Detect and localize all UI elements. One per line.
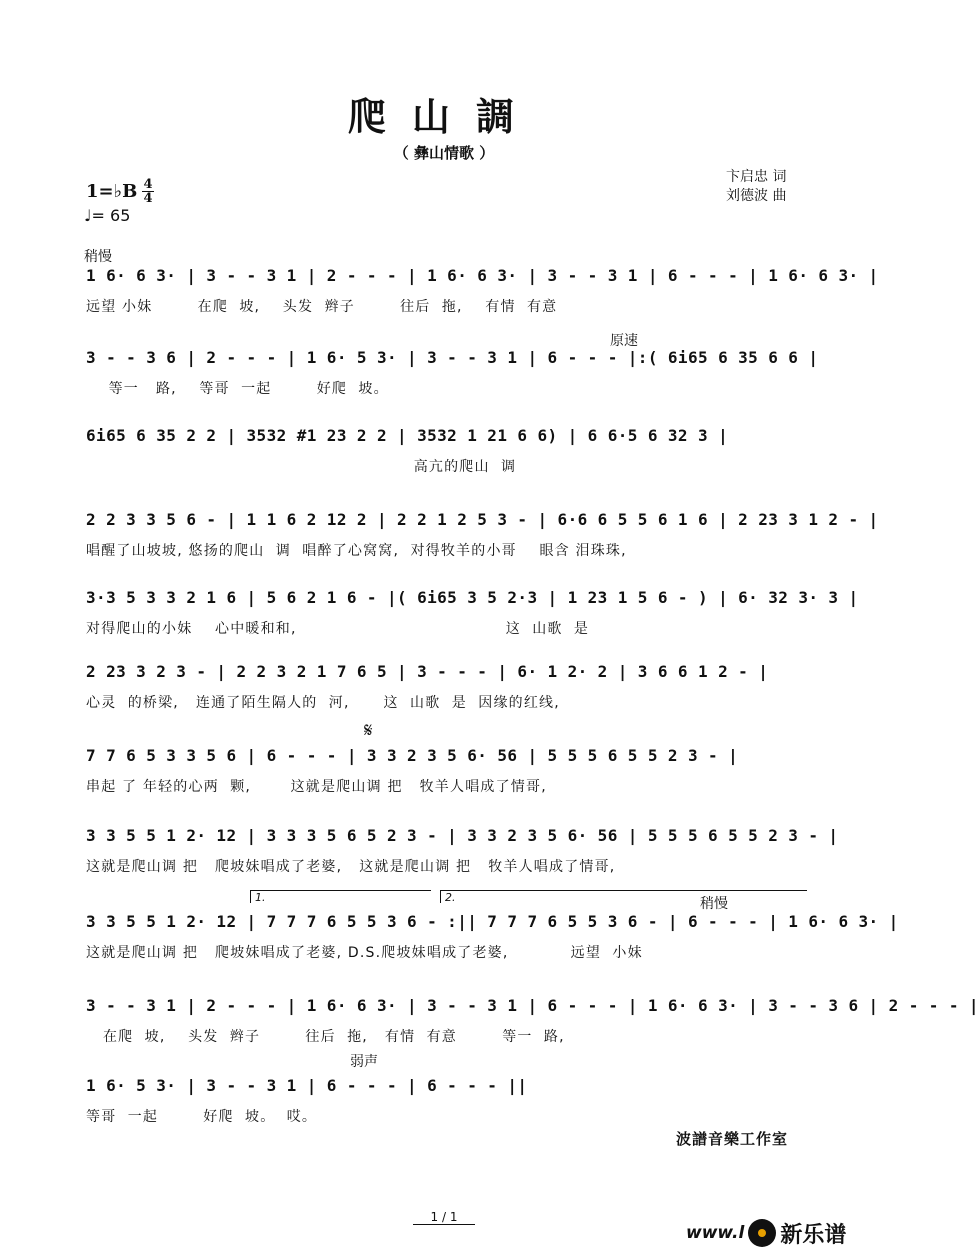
notation-line: 3·3 5 3 3 2 1 6 | 5 6 2 1 6 - |( 6i65 3 5 2·3 | 1 23 1 5 6 - ) | 6· 32 3· 3 | xyxy=(86,588,859,607)
notation-line: 1 6· 6 3· | 3 - - 3 1 | 2 - - - | 1 6· 6 3· | 3 - - 3 1 | 6 - - - | 1 6· 6 3· | xyxy=(86,266,879,285)
time-signature xyxy=(142,178,154,205)
notation-line: 6i65 6 35 2 2 | 3532 #1 23 2 2 | 3532 1 21 6 6) | 6 6·5 6 32 3 | xyxy=(86,426,729,445)
mark-soft-voice: 弱声 xyxy=(350,1054,378,1070)
lyricist-credit: 卞启忠 词 xyxy=(726,169,787,185)
notation-line: 2 23 3 2 3 - | 2 2 3 2 1 7 6 5 | 3 - - - | 6· 1 2· 2 | 3 6 6 1 2 - | xyxy=(86,662,769,681)
lyrics-line: 等哥 一起 好爬 坡。 哎。 xyxy=(86,1109,318,1125)
notation-line: 3 3 5 5 1 2· 12 | 3 3 3 5 6 5 2 3 - | 3 3 2 3 5 6· 56 | 5 5 5 6 5 5 2 3 - | xyxy=(86,826,839,845)
notation-line: 1 6· 5 3· | 3 - - 3 1 | 6 - - - | 6 - - - || xyxy=(86,1076,528,1095)
logo-url: www.l xyxy=(686,1223,745,1243)
mark-original-tempo: 原速 xyxy=(610,333,638,349)
lyrics-line: 在爬 坡, 头发 辫子 往后 拖, 有情 有意 等一 路, xyxy=(86,1029,565,1045)
lyrics-line: 对得爬山的小妹 心中暖和和, 这 山歌 是 xyxy=(86,621,590,637)
volta-first-ending: 1. xyxy=(250,890,431,903)
notation-line: 7 7 6 5 3 3 5 6 | 6 - - - | 3 3 2 3 5 6· 56 | 5 5 5 6 5 5 2 3 - | xyxy=(86,746,739,765)
song-title: 爬山調 xyxy=(347,94,540,139)
notation-line: 3 - - 3 1 | 2 - - - | 1 6· 6 3· | 3 - - 3 1 | 6 - - - | 1 6· 6 3· | 3 - - 3 6 | 2 - - - | xyxy=(86,996,979,1015)
vinyl-disc-icon xyxy=(748,1219,776,1247)
song-subtitle: （ 彝山情歌 ） xyxy=(393,144,495,162)
meter-bottom: 4 xyxy=(143,191,153,206)
volta-second-ending: 2. xyxy=(440,890,807,903)
lyrics-line: 等一 路, 等哥 一起 好爬 坡。 xyxy=(86,381,389,397)
lyrics-line: 这就是爬山调 把 爬坡妹唱成了老婆, 这就是爬山调 把 牧羊人唱成了情哥, xyxy=(86,859,616,875)
lyrics-line: 心灵 的桥梁, 连通了陌生隔人的 河, 这 山歌 是 因缘的红线, xyxy=(86,695,560,711)
key-signature: 1=♭B xyxy=(86,181,138,202)
page-number: 1 / 1 xyxy=(0,1210,888,1224)
notation-line: 2 2 3 3 5 6 - | 1 1 6 2 12 2 | 2 2 1 2 5 3 - | 6·6 6 5 5 6 1 6 | 2 23 3 1 2 - | xyxy=(86,510,879,529)
lyrics-line: 这就是爬山调 把 爬坡妹唱成了老婆, D.S.爬坡妹唱成了老婆, 远望 小妹 xyxy=(86,945,643,961)
composer-credit: 刘德波 曲 xyxy=(726,188,787,204)
lyrics-line: 高亢的爬山 调 xyxy=(86,459,517,475)
mark-slow-intro: 稍慢 xyxy=(84,249,112,265)
notation-line: 3 - - 3 6 | 2 - - - | 1 6· 5 3· | 3 - - 3 1 | 6 - - - |:( 6i65 6 35 6 6 | xyxy=(86,348,819,367)
meter-top: 4 xyxy=(143,177,153,192)
tempo-marking: ♩= 65 xyxy=(84,206,131,225)
notation-line: 3 3 5 5 1 2· 12 | 7 7 7 6 5 5 3 6 - :|| 7 7 7 6 5 5 3 6 - | 6 - - - | 1 6· 6 3· | xyxy=(86,912,899,931)
segno-sign: 𝄋 xyxy=(364,718,373,742)
lyrics-line: 串起 了 年轻的心两 颗, 这就是爬山调 把 牧羊人唱成了情哥, xyxy=(86,779,547,795)
lyrics-line: 唱醒了山坡坡, 悠扬的爬山 调 唱醉了心窝窝, 对得牧羊的小哥 眼含 泪珠珠, xyxy=(86,543,627,559)
mark-slow-coda: 稍慢 xyxy=(700,896,728,912)
lyrics-line: 远望 小妹 在爬 坡, 头发 辫子 往后 拖, 有情 有意 xyxy=(86,299,558,315)
studio-credit: 波譜音樂工作室 xyxy=(676,1130,789,1148)
logo-brand: 新乐谱 xyxy=(780,1222,847,1248)
site-logo[interactable] xyxy=(686,1215,846,1251)
